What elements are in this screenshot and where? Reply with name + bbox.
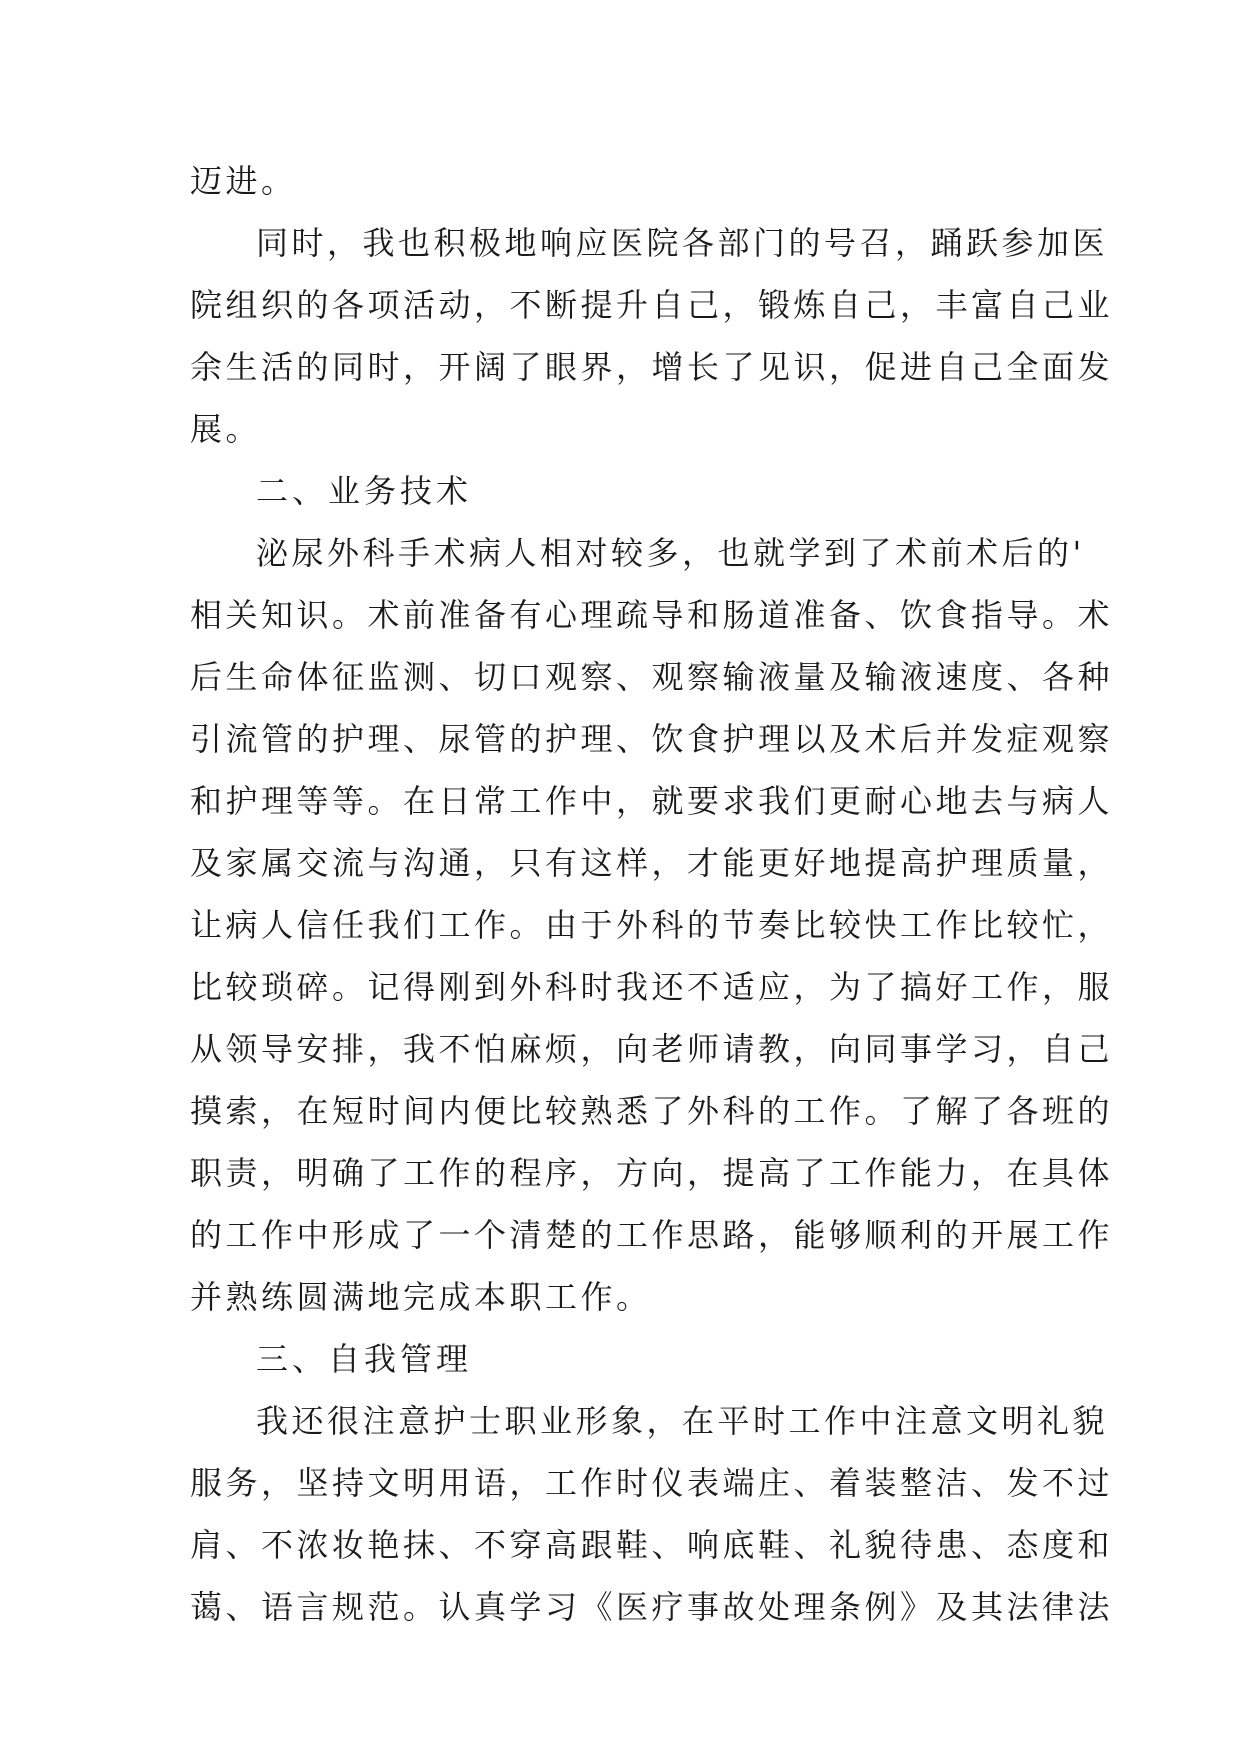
text-line: 肩、不浓妆艳抹、不穿高跟鞋、响底鞋、礼貌待患、态度和: [190, 1526, 1114, 1564]
text-line: 后生命体征监测、切口观察、观察输液量及输液速度、各种: [190, 658, 1114, 696]
text-line: 并熟练圆满地完成本职工作。: [190, 1278, 652, 1316]
text-line: 迈进。: [190, 162, 297, 200]
text-line: 院组织的各项活动，不断提升自己，锻炼自己，丰富自己业: [190, 286, 1114, 324]
text-line: 让病人信任我们工作。由于外科的节奏比较快工作比较忙，: [190, 906, 1114, 944]
text-line: 从领导安排，我不怕麻烦，向老师请教，向同事学习，自己: [190, 1030, 1114, 1068]
text-line: 比较琐碎。记得刚到外科时我还不适应，为了搞好工作，服: [190, 968, 1114, 1006]
text-line: 引流管的护理、尿管的护理、饮食护理以及术后并发症观察: [190, 720, 1114, 758]
document-page: [190, 150, 1114, 1638]
section-heading: 二、业务技术: [256, 472, 473, 510]
text-line: 及家属交流与沟通，只有这样，才能更好地提高护理质量，: [190, 844, 1114, 882]
text-line: 同时，我也积极地响应医院各部门的号召，踊跃参加医: [256, 224, 1109, 262]
text-line: 和护理等等。在日常工作中，就要求我们更耐心地去与病人: [190, 782, 1114, 820]
text-line: 我还很注意护士职业形象，在平时工作中注意文明礼貌: [256, 1402, 1109, 1440]
text-line: 摸索，在短时间内便比较熟悉了外科的工作。了解了各班的: [190, 1092, 1114, 1130]
text-line: 相关知识。术前准备有心理疏导和肠道准备、饮食指导。术: [190, 596, 1114, 634]
text-line: 服务，坚持文明用语，工作时仪表端庄、着装整洁、发不过: [190, 1464, 1114, 1502]
text-line: 的工作中形成了一个清楚的工作思路，能够顺利的开展工作: [190, 1216, 1114, 1254]
text-line: 展。: [190, 410, 262, 448]
text-line: 职责，明确了工作的程序，方向，提高了工作能力，在具体: [190, 1154, 1114, 1192]
text-line: 余生活的同时，开阔了眼界，增长了见识，促进自己全面发: [190, 348, 1114, 386]
text-line: 泌尿外科手术病人相对较多，也就学到了术前术后的': [256, 534, 1085, 572]
text-line: 蔼、语言规范。认真学习《医疗事故处理条例》及其法律法: [190, 1588, 1114, 1626]
section-heading: 三、自我管理: [256, 1340, 473, 1378]
